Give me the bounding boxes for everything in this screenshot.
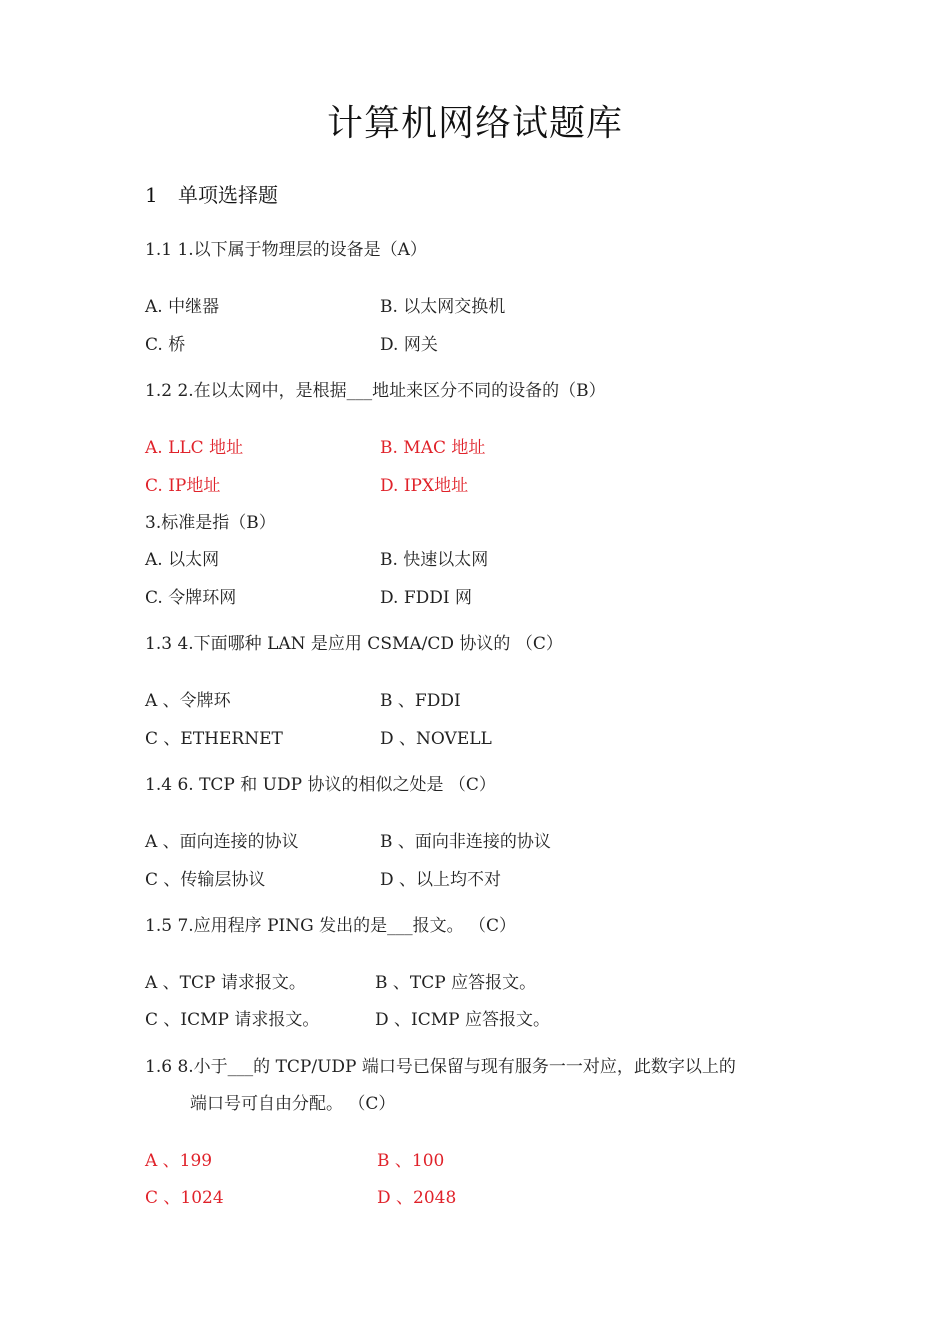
option-c: C 、ICMP 请求报文。 [145, 1010, 320, 1030]
option-a: A. 中继器 [145, 297, 220, 317]
question-text-continued: 端口号可自由分配。 （C） [190, 1094, 396, 1114]
option-d: D 、以上均不对 [380, 870, 502, 890]
option-c: C 、1024 [145, 1188, 224, 1208]
option-b: B. 以太网交换机 [380, 297, 506, 317]
option-c: C. 令牌环网 [145, 588, 237, 608]
option-c: C. IP地址 [145, 476, 221, 496]
question-text: 3.标准是指（B） [145, 513, 276, 533]
option-b: B. MAC 地址 [380, 438, 486, 458]
option-b: B. 快速以太网 [380, 550, 489, 570]
option-a: A. LLC 地址 [145, 438, 244, 458]
option-d: D. IPX地址 [380, 476, 469, 496]
section-title: 单项选择题 [178, 183, 278, 207]
option-c: C 、ETHERNET [145, 729, 283, 749]
question-text: 1.5 7.应用程序 PING 发出的是___报文。 （C） [145, 916, 516, 936]
option-d: D 、2048 [377, 1188, 457, 1208]
question-text: 1.2 2.在以太网中，是根据___地址来区分不同的设备的（B） [145, 381, 606, 401]
option-a: A. 以太网 [145, 550, 220, 570]
option-a: A 、面向连接的协议 [145, 832, 299, 852]
question-text: 1.3 4.下面哪种 LAN 是应用 CSMA/CD 协议的 （C） [145, 634, 563, 654]
option-b: B 、FDDI [380, 691, 461, 711]
option-d: D. FDDI 网 [380, 588, 473, 608]
option-c: C 、传输层协议 [145, 870, 266, 890]
option-a: A 、TCP 请求报文。 [145, 973, 306, 993]
option-d: D 、ICMP 应答报文。 [375, 1010, 551, 1030]
option-d: D. 网关 [380, 335, 438, 355]
option-d: D 、NOVELL [380, 729, 492, 749]
option-b: B 、100 [377, 1151, 445, 1171]
option-b: B 、面向非连接的协议 [380, 832, 551, 852]
page-title: 计算机网络试题库 [326, 103, 623, 144]
question-text: 1.1 1.以下属于物理层的设备是（A） [145, 240, 427, 260]
section-number: 1 [145, 183, 158, 207]
option-a: A 、199 [145, 1151, 213, 1171]
option-b: B 、TCP 应答报文。 [375, 973, 537, 993]
section-heading [145, 180, 278, 210]
question-text: 1.6 8.小于___的 TCP/UDP 端口号已保留与现有服务一一对应，此数字以上的 [145, 1057, 736, 1077]
option-c: C. 桥 [145, 335, 186, 355]
question-text: 1.4 6. TCP 和 UDP 协议的相似之处是 （C） [145, 775, 496, 795]
option-a: A 、令牌环 [145, 691, 231, 711]
